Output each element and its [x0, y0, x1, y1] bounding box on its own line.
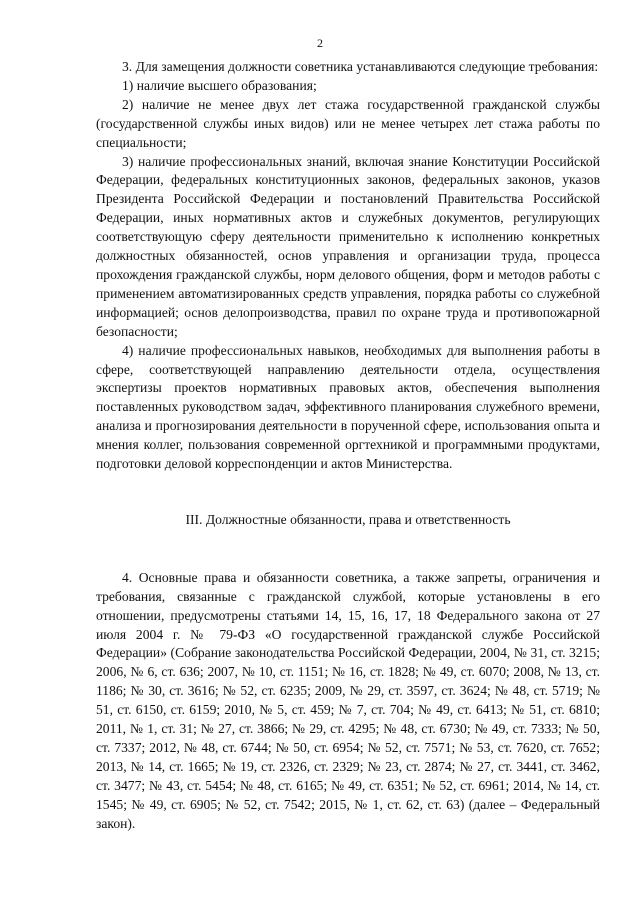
section-heading: III. Должностные обязанности, права и ответственность — [185, 511, 511, 527]
spacer — [96, 474, 600, 511]
page-number: 2 — [317, 36, 323, 50]
paragraph-requirement-education: 1) наличие высшего образования; — [122, 77, 317, 93]
paragraph-requirement-skills: 4) наличие профессиональных навыков, необходимых для выполнения работы в сфере, соответствующей направлению деятельности отдела, осуществления экспертизы проектов нормативных правовых актов, обеспечения выполнения поставленных руководством задач, эффективного планирования служебного времени, анализа и прогнозирования деятельности в порученной сфере, использования опыта и мнения коллег, пользования современной оргтехникой и программными продуктами, подготовки деловой корреспонденции и актов Министерства. — [96, 342, 600, 472]
paragraph-requirement-knowledge: 3) наличие профессиональных знаний, включая знание Конституции Российской Федерации, федеральных конституционных законов, федеральных законов, указов Президента Российской Федерации и постановлений Правительства Российской Федерации, иных нормативных актов и служебных документов, регулирующих соответствующую сферу деятельности применительно к исполнению конкретных должностных обязанностей, основ управления и организации труда, процесса прохождения гражданской службы, норм делового общения, форм и методов работы с применением автоматизированных средств управления, порядка работы со служебной информацией; основ делопроизводства, правил по охране труда и противопожарной безопасности; — [96, 153, 600, 339]
paragraph-requirements-intro: 3. Для замещения должности советника устанавливаются следующие требования: — [122, 59, 599, 74]
spacer — [96, 530, 600, 569]
document-body — [96, 58, 600, 834]
paragraph-requirement-experience: 2) наличие не менее двух лет стажа государственной гражданской службы (государственной службы иных видов) или не менее четырех лет стажа работы по специальности; — [96, 96, 600, 150]
paragraph-rights-and-duties: 4. Основные права и обязанности советника, а также запреты, ограничения и требования, связанные с гражданской службой, которые установлены в его отношении, предусмотрены статьями 14, 15, 16, 17, 18 Федерального закона от 27 июля 2004 г. № 79-ФЗ «О государственной гражданской службе Российской Федерации» (Собрание законодательства Российской Федерации, 2004, № 31, ст. 3215; 2006, № 6, ст. 636; 2007, № 10, ст. 1151; № 16, ст. 1828; № 49, ст. 6070; 2008, № 13, ст. 1186; № 30, ст. 3616; № 52, ст. 6235; 2009, № 29, ст. 3597, ст. 3624; № 48, ст. 5719; № 51, ст. 6150, ст. 6159; 2010, № 5, ст. 459; № 7, ст. 704; № 49, ст. 6413; № 51, ст. 6810; 2011, № 1, ст. 31; № 27, ст. 3866; № 29, ст. 4295; № 48, ст. 6730; № 49, ст. 7333; № 50, ст. 7337; 2012, № 48, ст. 6744; № 50, ст. 6954; № 52, ст. 7571; № 53, ст. 7620, ст. 7652; 2013, № 14, ст. 1665; № 19, ст. 2326, ст. 2329; № 23, ст. 2874; № 27, ст. 3441, ст. 3462, ст. 3477; № 43, ст. 5454; № 48, ст. 6165; № 49, ст. 6351; № 52, ст. 6961; 2014, № 14, ст. 1545; № 49, ст. 6905; № 52, ст. 7542; 2015, № 1, ст. 62, ст. 63) (далее – Федеральный закон). — [96, 569, 600, 831]
